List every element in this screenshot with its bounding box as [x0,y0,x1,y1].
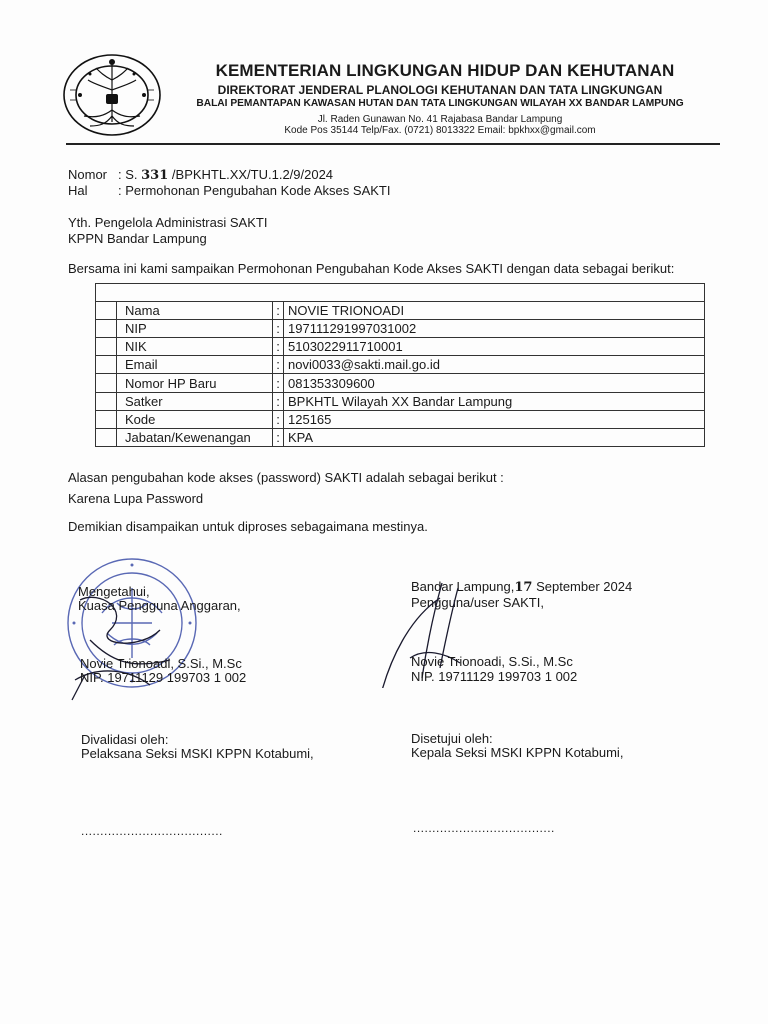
row-index-cell [96,392,117,410]
approved-line1: Disetujui oleh: [411,731,493,746]
row-separator: : [273,356,284,374]
ministry-name: KEMENTERIAN LINGKUNGAN HIDUP DAN KEHUTANAN [215,61,675,80]
reason-intro: Alasan pengubahan kode akses (password) SAKTI adalah sebagai berikut : [68,470,504,485]
row-separator: : [273,410,284,428]
hal-value: : Permohonan Pengubahan Kode Akses SAKTI [118,183,391,198]
table-row [96,410,705,428]
table-row [96,392,705,410]
right-sign-name: Novie Trionoadi, S.Si., M.Sc [411,654,573,669]
intro-paragraph: Bersama ini kami sampaikan Permohonan Pengubahan Kode Akses SAKTI dengan data sebagai berikut: [68,261,675,276]
office-contact: Kode Pos 35144 Telp/Fax. (0721) 8013322 Email: bpkhxx@gmail.com [284,125,596,136]
left-sign-name: Novie Trionoadi, S.Si., M.Sc [80,656,242,671]
left-sign-line1: Mengetahui, [78,584,150,599]
row-label: NIK [117,338,273,356]
closing-text: Demikian disampaikan untuk diproses sebagaimana mestinya. [68,519,428,534]
table-row [96,356,705,374]
row-value: 081353309600 [284,374,705,392]
data-table [95,283,705,447]
ministry-logo [60,50,164,140]
row-index-cell [96,338,117,356]
row-label: Satker [117,392,273,410]
right-sign-line2: Pengguna/user SAKTI, [411,595,544,610]
nomor-label: Nomor [68,167,108,182]
table-row [96,428,705,446]
nomor-prefix: : S. [118,167,138,182]
row-value: NOVIE TRIONOADI [284,302,705,320]
directorate-name: DIREKTORAT JENDERAL PLANOLOGI KEHUTANAN DAN TATA LINGKUNGAN [217,83,663,97]
table-header-cell [96,284,705,302]
row-label: Nomor HP Baru [117,374,273,392]
table-header-row [96,284,705,302]
recipient-line1: Yth. Pengelola Administrasi SAKTI [68,215,268,230]
date-day-handwritten: 17 [514,580,533,595]
left-handwritten-signature [70,590,190,710]
approved-signature-dots: ..................................... [413,821,555,835]
row-index-cell [96,356,117,374]
row-label: Email [117,356,273,374]
left-sign-line2: Kuasa Pengguna Anggaran, [78,598,241,613]
row-index-cell [96,410,117,428]
row-label: Nama [117,302,273,320]
row-value: KPA [284,428,705,446]
nomor-line [68,167,333,183]
office-name: BALAI PEMANTAPAN KAWASAN HUTAN DAN TATA LINGKUNGAN WILAYAH XX BANDAR LAMPUNG [196,98,684,109]
hal-label: Hal [68,183,88,198]
row-value: BPKHTL Wilayah XX Bandar Lampung [284,392,705,410]
nomor-handwritten: 331 [141,168,169,183]
validated-signature-dots: ..................................... [81,824,223,838]
header-divider [66,143,720,145]
row-value: 5103022911710001 [284,338,705,356]
row-separator: : [273,392,284,410]
validated-line1: Divalidasi oleh: [81,732,169,747]
date-suffix: September 2024 [536,579,633,594]
row-separator: : [273,320,284,338]
row-separator: : [273,302,284,320]
nomor-rest: /BPKHTL.XX/TU.1.2/9/2024 [171,167,334,182]
row-value: 125165 [284,410,705,428]
hal-line [68,183,390,198]
row-separator: : [273,428,284,446]
row-label: Kode [117,410,273,428]
row-separator: : [273,338,284,356]
row-separator: : [273,374,284,392]
right-sign-nip: NIP. 19711129 199703 1 002 [411,669,578,684]
row-value: 197111291997031002 [284,320,705,338]
table-row [96,374,705,392]
left-sign-nip: NIP. 19711129 199703 1 002 [80,670,247,685]
validated-line2: Pelaksana Seksi MSKI KPPN Kotabumi, [81,746,314,761]
row-label: NIP [117,320,273,338]
row-label: Jabatan/Kewenangan [117,428,273,446]
office-address: Jl. Raden Gunawan No. 41 Rajabasa Bandar Lampung [317,114,563,125]
approved-line2: Kepala Seksi MSKI KPPN Kotabumi, [411,745,624,760]
row-index-cell [96,374,117,392]
row-index-cell [96,302,117,320]
row-value: novi0033@sakti.mail.go.id [284,356,705,374]
row-index-cell [96,428,117,446]
row-index-cell [96,320,117,338]
table-row [96,338,705,356]
table-row [96,320,705,338]
date-prefix: Bandar Lampung, [411,579,515,594]
table-row [96,302,705,320]
reason-text: Karena Lupa Password [68,491,204,506]
recipient-line2: KPPN Bandar Lampung [68,231,207,246]
